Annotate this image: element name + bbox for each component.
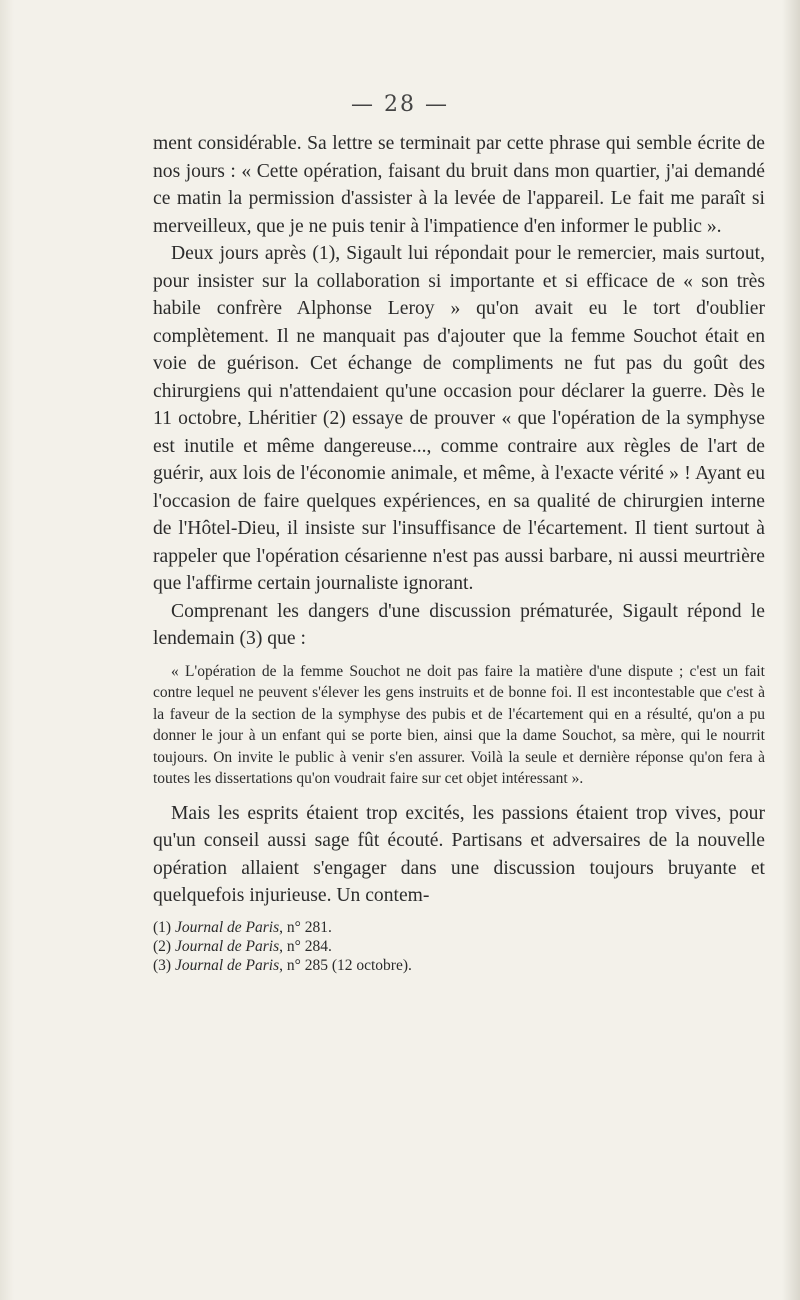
footnote (153, 918, 765, 937)
page-gutter-left (0, 0, 14, 1300)
footnotes (153, 918, 765, 975)
footnote-title: Journal de Paris (174, 937, 280, 955)
paragraph-reply: Deux jours après (1), Sigault lui répondait pour le remercier, mais surtout, pour insister sur la collaboration si importante et si efficace de « son très habile confrère Alphonse Leroy » qu'on avait eu le tort d'oublier complètement. Il ne manquait pas d'ajouter que la femme Souchot était en voie de guérison. Cet échange de compliments ne fut pas du goût des chirurgiens qui n'attendaient qu'une occasion pour déclarer la guerre. Dès le 11 octobre, Lhéritier (2) essaye de prouver « que l'opération de la symphyse est inutile et même dangereuse..., comme contraire aux règles de l'art de guérir, aux lois de l'économie animale, et même, à l'exacte vérité » ! Ayant eu l'occasion de faire quelques expériences, en sa qualité de chirurgien interne de l'Hôtel-Dieu, il insiste sur l'insuffisance de l'écartement. Il tient surtout à rappeler que l'opération césarienne n'est pas aussi barbare, ni aussi meurtrière que l'affirme certain journaliste ignorant. (153, 243, 765, 594)
footnote-detail: , n° 285 (12 octobre). (279, 956, 412, 974)
footnote (153, 956, 765, 975)
paragraph-closing: Mais les esprits étaient trop excités, les passions étaient trop vives, pour qu'un conseil aussi sage fût écouté. Partisans et adversaires de la nouvelle opération allaient s'engager dans une discussion toujours bruyante et quelquefois injurieuse. Un contem- (153, 802, 765, 906)
footnote-detail: , n° 284. (279, 937, 332, 955)
footnote-marker: (1) (153, 918, 172, 936)
footnote-marker: (2) (153, 937, 172, 955)
page-number: — 28 — (351, 92, 449, 117)
block-quote: « L'opération de la femme Souchot ne doit pas faire la matière d'une dispute ; c'est un fait contre lequel ne peuvent s'élever les gens instruits et de bonne foi. Il est incontestable que c'est à la faveur de la section de la symphyse des pubis et de l'écartement qui en a résulté, qu'on a pu donner le jour à un enfant qui se porte bien, ainsi que la dame Souchot, sa mère, qui le nourrit toujours. On invite le public à venir s'en assurer. Voilà la seule et dernière réponse qu'on fera à toutes les dissertations qu'on voudrait faire sur cet objet intéressant ». (153, 662, 765, 787)
footnote-detail: , n° 281. (279, 918, 332, 936)
footnote (153, 937, 765, 956)
page-gutter-right (782, 0, 800, 1300)
paragraph-continuation: ment considérable. Sa lettre se terminait par cette phrase qui semble écrite de nos jours : « Cette opération, faisant du bruit dans mon quartier, j'ai demandé ce matin la permission d'assister à la levée de l'appareil. Le fait me paraît si merveilleux, que je ne puis tenir à l'impatience d'en informer le public ». (153, 133, 765, 237)
footnote-title: Journal de Paris (174, 918, 280, 936)
paragraph-response-intro: Comprenant les dangers d'une discussion prématurée, Sigault répond le lendemain (3) que : (153, 600, 765, 649)
footnote-title: Journal de Paris (174, 956, 280, 974)
footnote-marker: (3) (153, 956, 172, 974)
body-text (153, 130, 765, 975)
